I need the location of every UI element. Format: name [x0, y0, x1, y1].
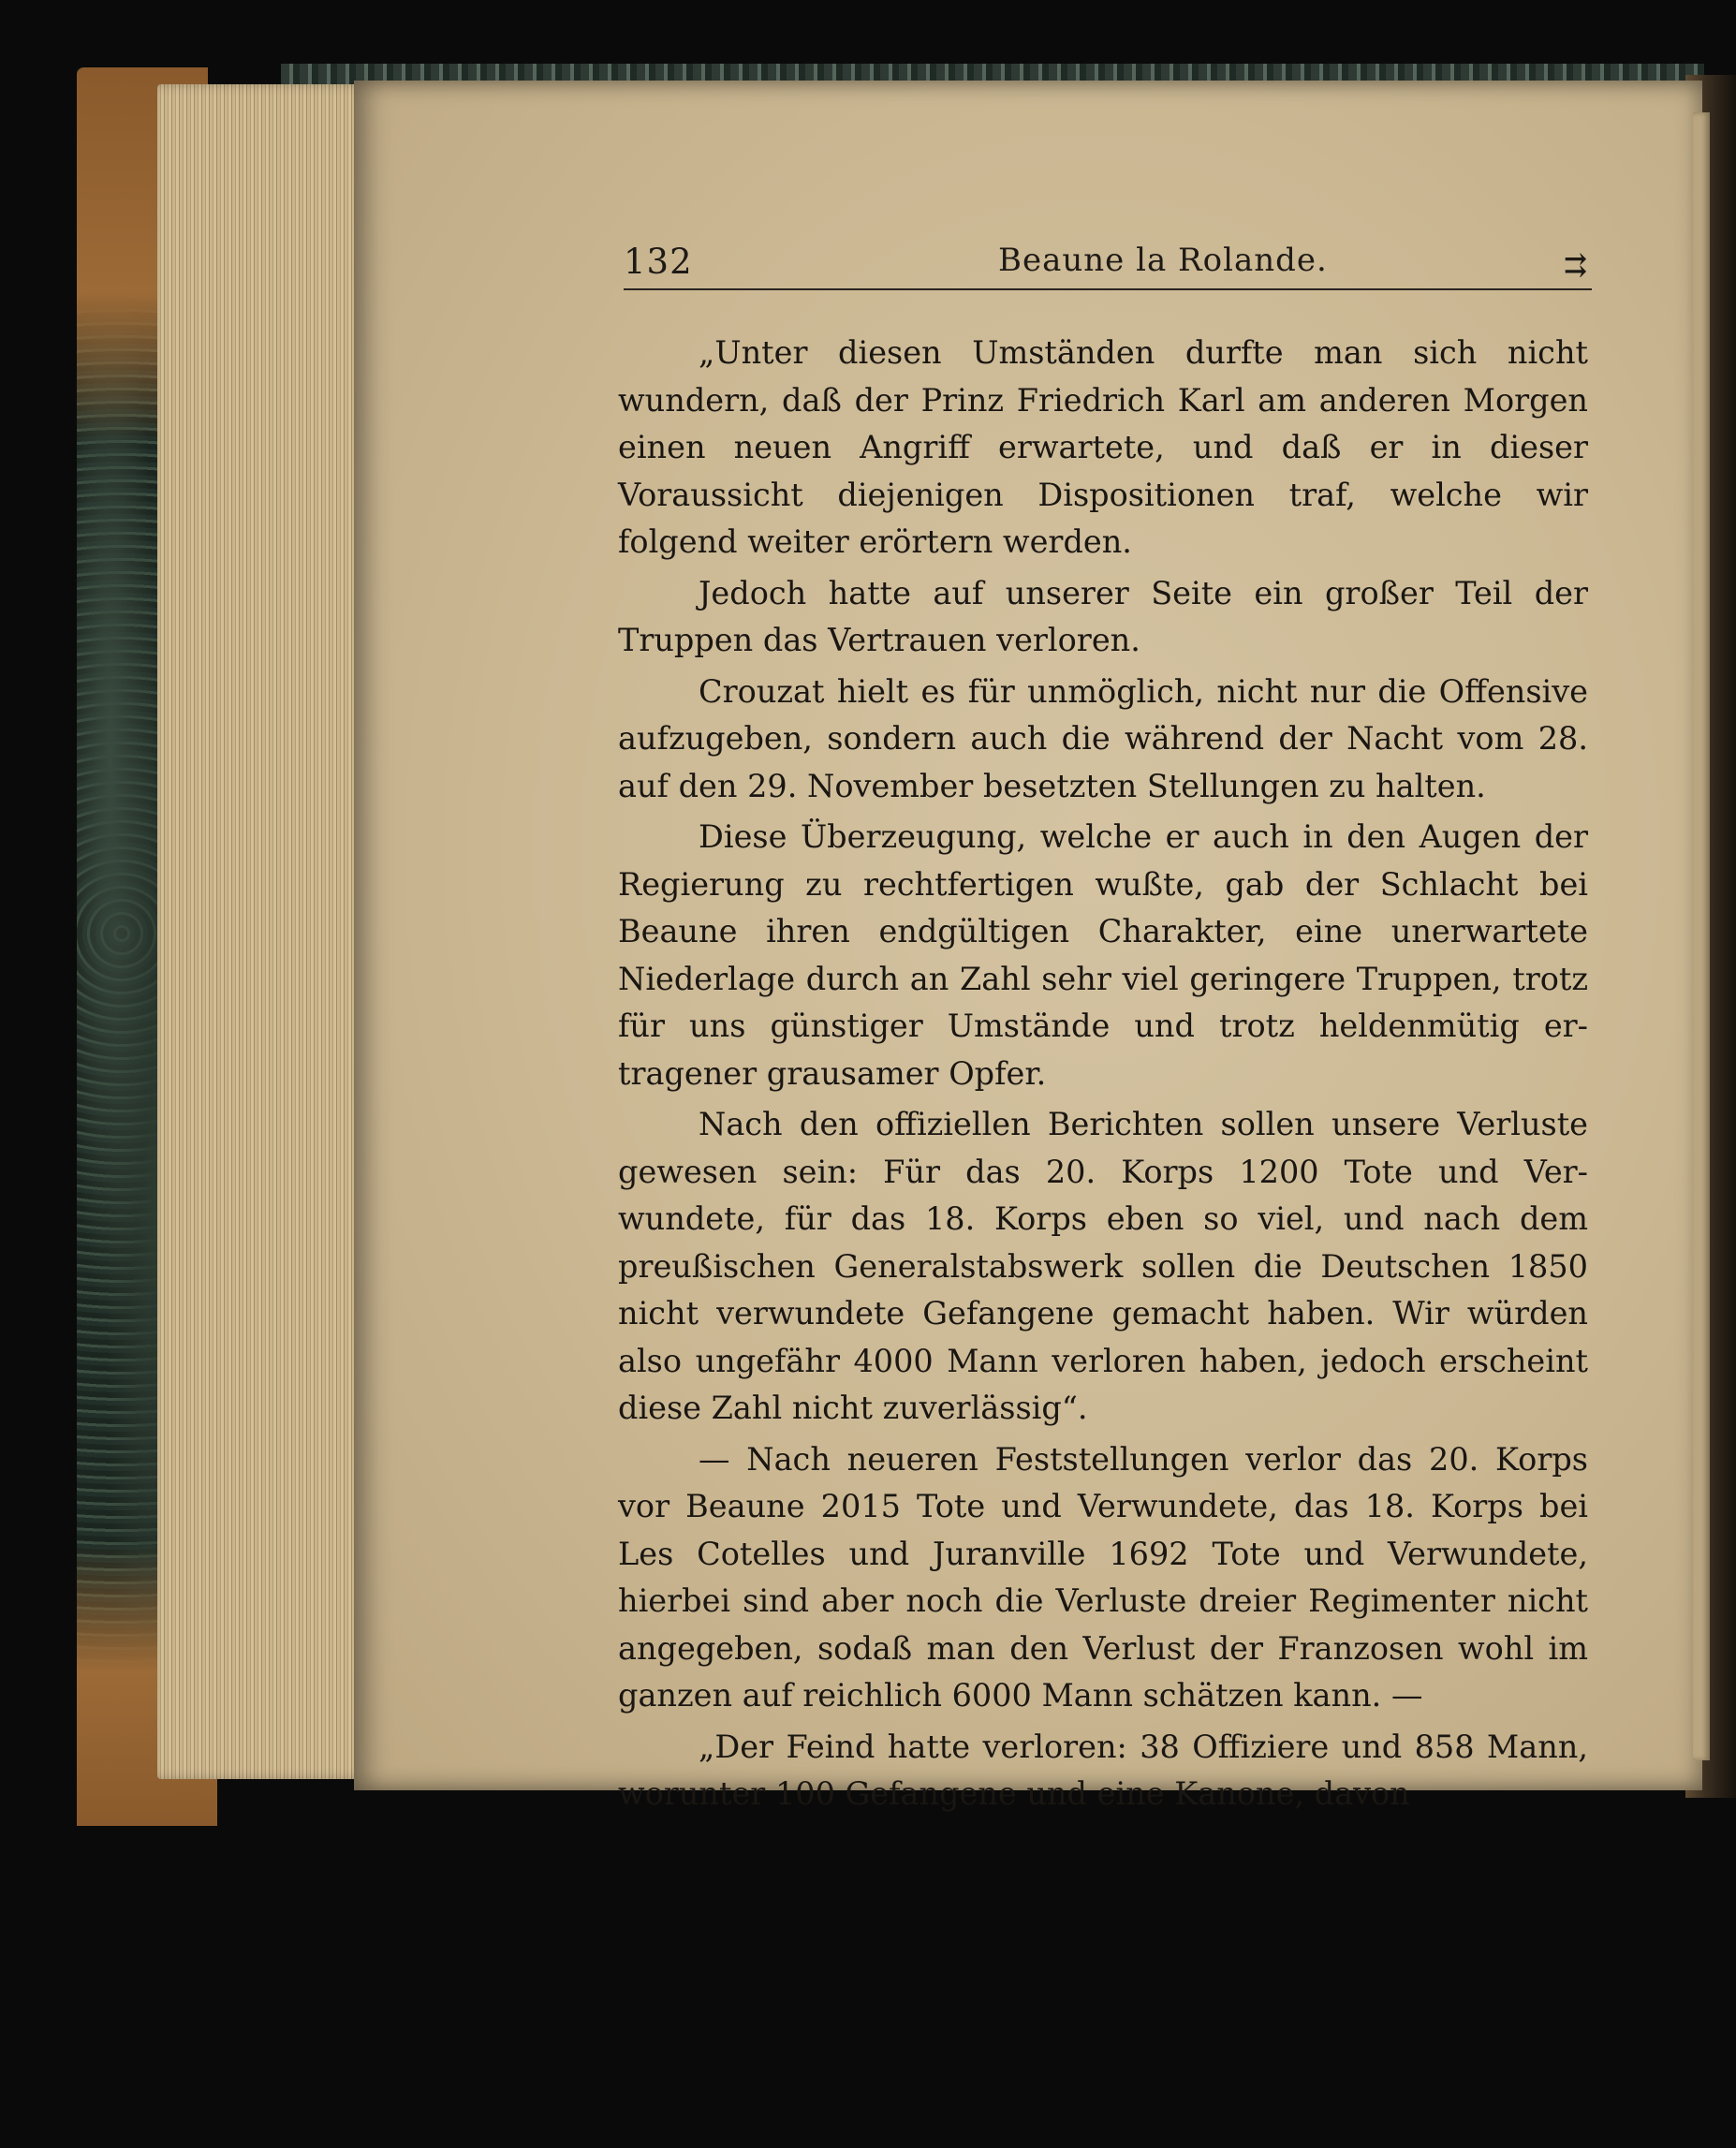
paragraph: — Nach neueren Feststellungen verlor das 20. Korps vor Beaune 2015 Tote und Verwundete, das 18. Korps bei Les Cotelles und Juranville 1692 Tote und Verwundete, hierbei sind aber noch die Verluste dreier Regimenter nicht angegeben, sodaß man den Verlust der Franzosen wohl im ganzen auf reichlich 6000 Mann schätzen kann. — [618, 1440, 1588, 1714]
running-head [624, 236, 1592, 290]
paragraph: Jedoch hatte auf unserer Seite ein großer Teil der Truppen das Vertrauen verloren. [618, 574, 1588, 658]
paragraph: Diese Überzeugung, welche er auch in den Augen der Regierung zu rechtfertigen wußte, gab der Schlacht bei Beaune ihren endgültigen Charakter, eine unerwartete Niederlage durch an Zahl sehr viel geringere Truppen, trotz für uns günstiger Umstände und trotz heldenmütig er-tragener grausamer Opfer. [618, 818, 1588, 1092]
corner-mark-icon: ⇉ [1564, 249, 1588, 282]
page-stack-edges [157, 84, 373, 1779]
next-page-edge [1693, 112, 1710, 1760]
paragraph: „Der Feind hatte verloren: 38 Offiziere und 858 Mann, worunter 100 Gefangene und eine Kanone, davon [618, 1728, 1588, 1812]
body-text [618, 330, 1588, 1822]
running-title: Beaune la Rolande. [998, 242, 1328, 279]
page-number: 132 [624, 242, 693, 282]
paragraph: Nach den offiziellen Berichten sollen unsere Verluste gewesen sein: Für das 20. Korps 1200 Tote und Ver-wundete, für das 18. Korps eben so viel, und nach dem preußischen Generalstabswerk sollen die Deutschen 1850 nicht verwundete Gefangene gemacht haben. Wir würden also ungefähr 4000 Mann verloren haben, jedoch erscheint diese Zahl nicht zuverlässig“. [618, 1106, 1588, 1426]
paragraph: „Unter diesen Umständen durfte man sich nicht wundern, daß der Prinz Friedrich Karl am anderen Morgen einen neuen Angriff erwartete, und daß er in dieser Voraussicht diejenigen Dispositionen traf, welche wir folgend weiter erörtern werden. [618, 334, 1588, 560]
paragraph: Crouzat hielt es für unmöglich, nicht nur die Offensive aufzugeben, sondern auch die während der Nacht vom 28. auf den 29. November besetzten Stellungen zu halten. [618, 672, 1588, 804]
